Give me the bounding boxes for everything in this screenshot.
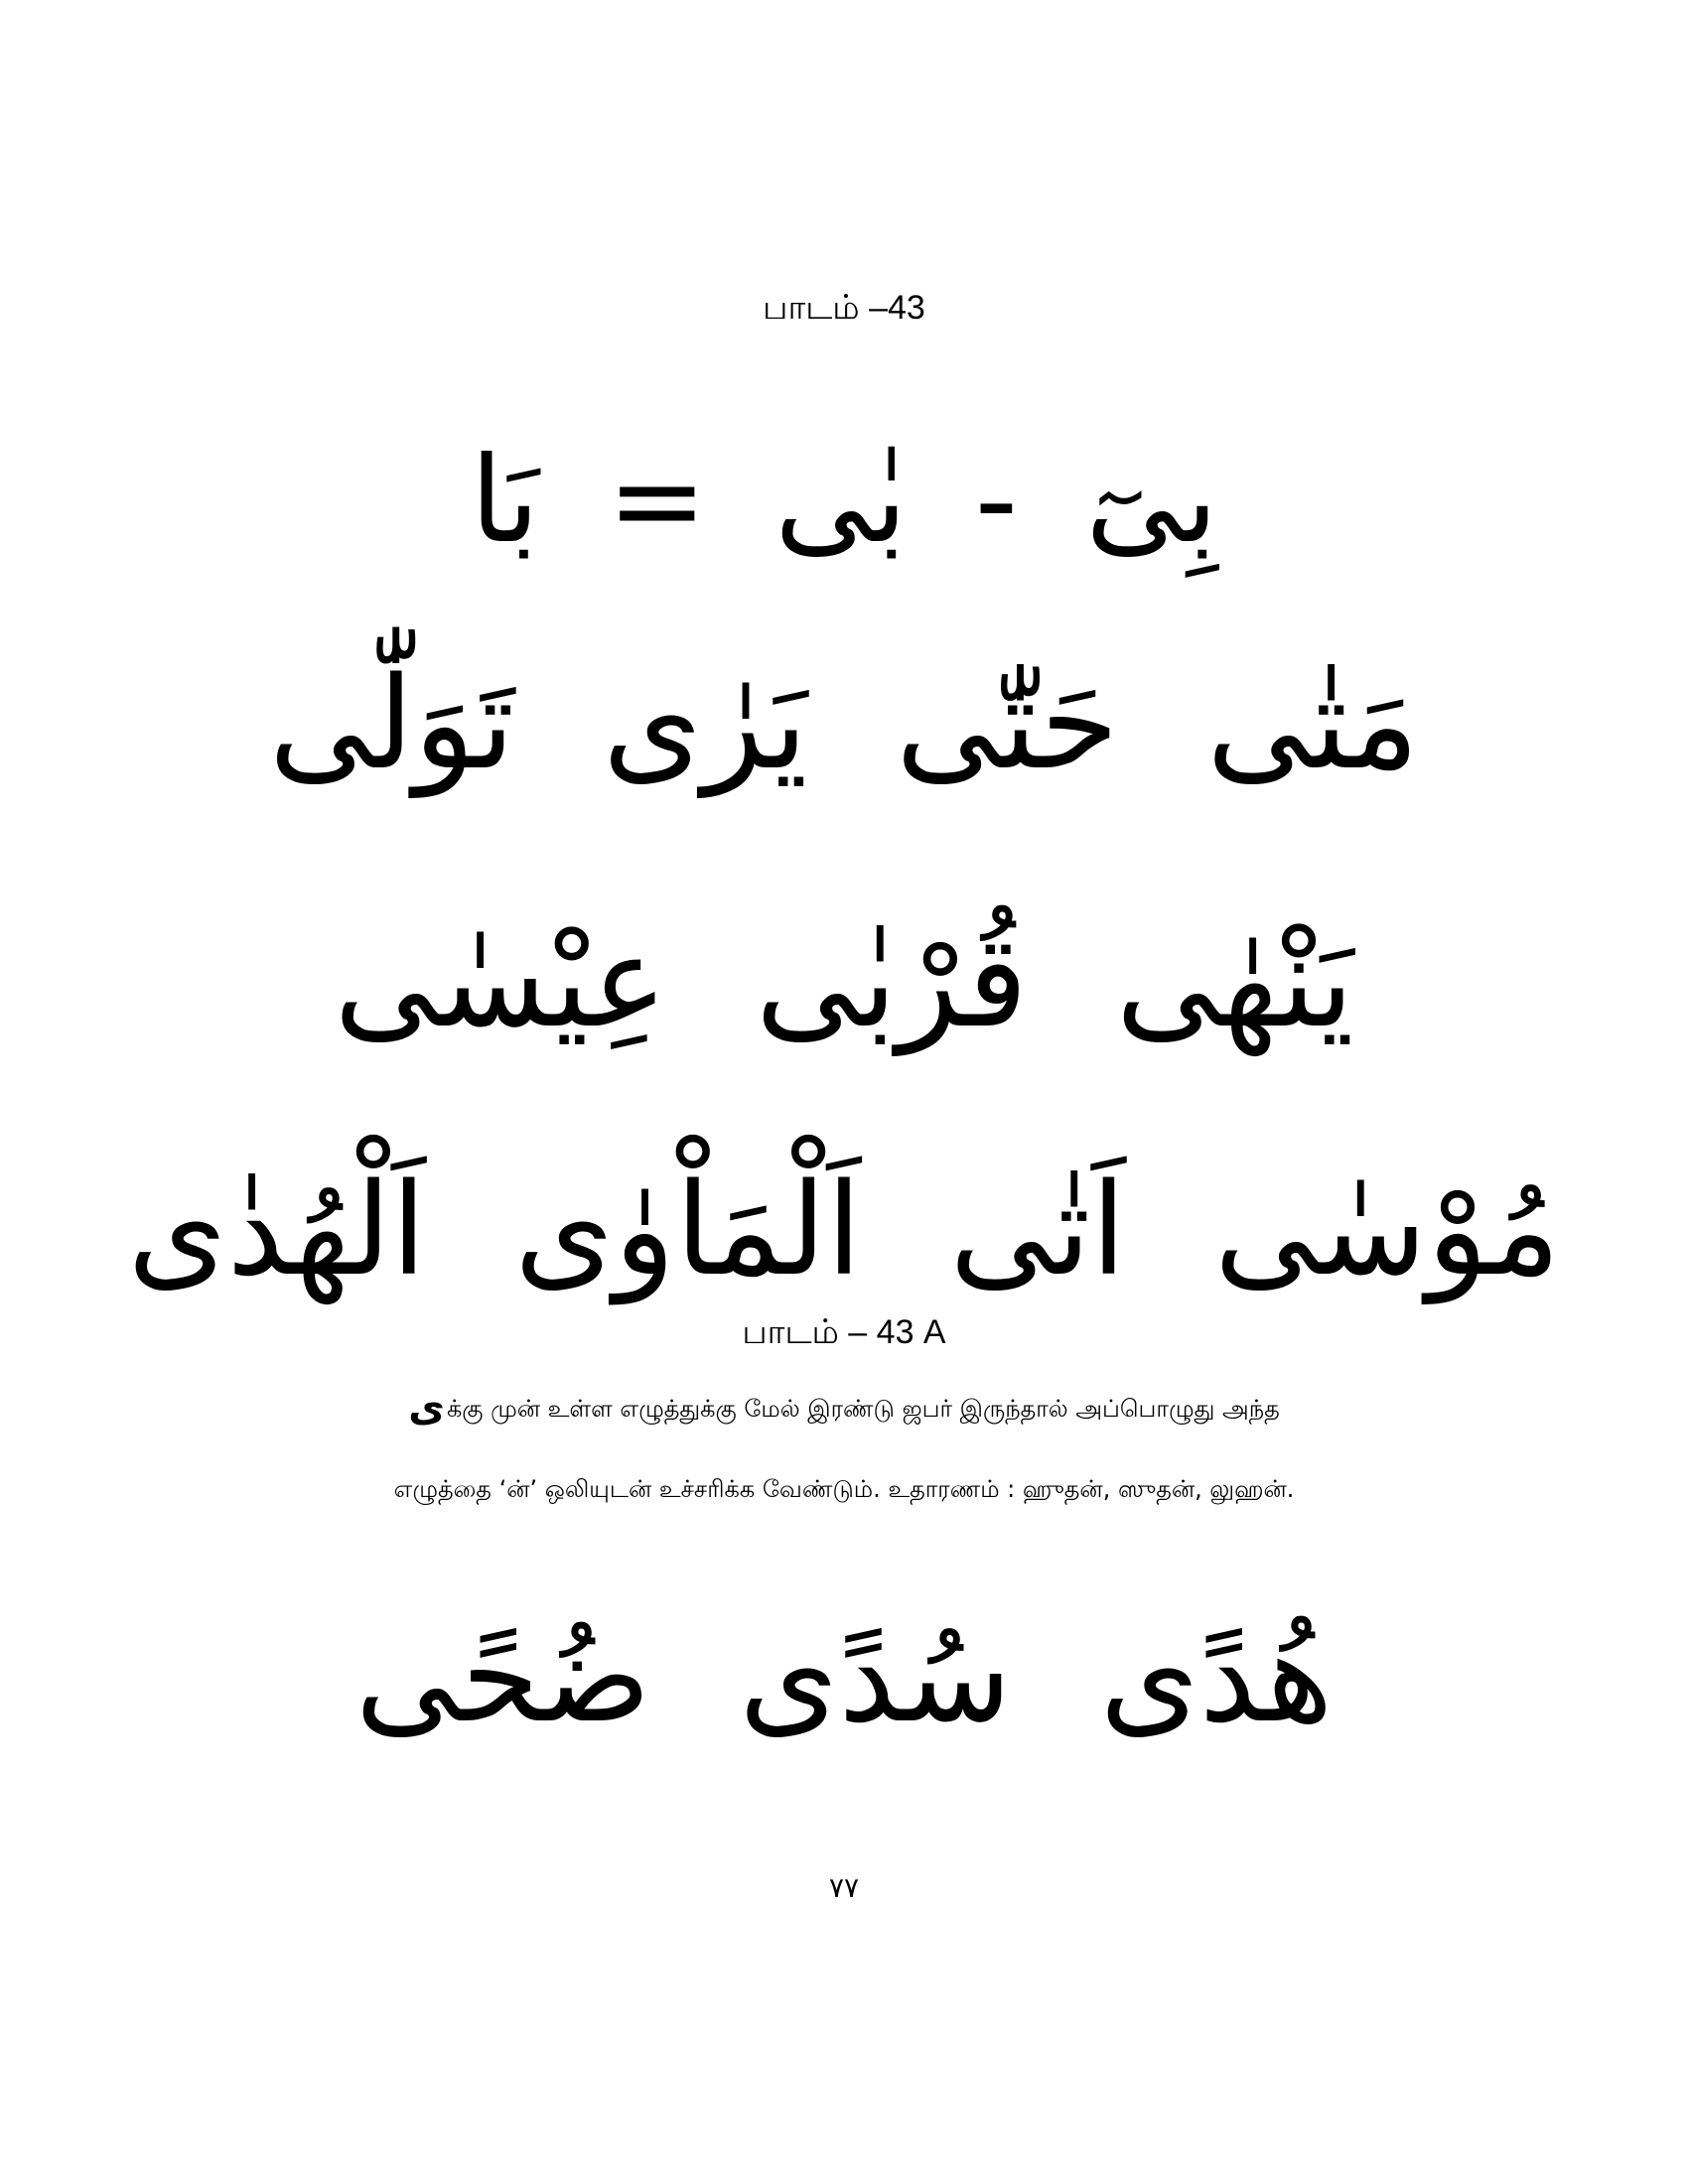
arabic-word: هُدًی: [1099, 1603, 1334, 1751]
equals-symbol: =: [607, 432, 708, 570]
arabic-word: قُرْبٰی: [755, 908, 1029, 1056]
arabic-word-row-3: [0, 1142, 1688, 1320]
lesson-a-title: பாடம் – 43 A: [742, 1313, 946, 1351]
arabic-rule-row: [0, 412, 1688, 591]
arabic-word: اَتٰی: [949, 1157, 1127, 1304]
arabic-word: تَوَلّٰی: [268, 650, 515, 798]
arabic-example-row: [0, 1588, 1688, 1767]
arabic-word: مُوْسٰی: [1213, 1157, 1561, 1304]
dash-symbol: -: [974, 432, 1019, 570]
page-number: ٧٧: [828, 1871, 860, 1904]
arabic-word: سُدًی: [739, 1603, 1012, 1751]
arabic-word: بَا: [470, 432, 540, 570]
arabic-word: عِیْسٰی: [334, 908, 668, 1056]
arabic-word-row-2: [0, 893, 1688, 1072]
paragraph-text: க்கு முன் உள்ள எழுத்துக்கு மேல் இரண்டு ஜபர் இருந்தால் அப்பொழுது அந்த: [446, 1395, 1280, 1423]
lesson-title: பாடம் –43: [763, 289, 925, 327]
rule-paragraph-line-1: [0, 1385, 1688, 1431]
arabic-word: اَلْمَاْوٰی: [514, 1157, 862, 1304]
arabic-word: بِیٓ: [1085, 432, 1218, 570]
arabic-word: ضُحًی: [354, 1603, 651, 1751]
arabic-word: بٰی: [774, 432, 908, 570]
arabic-letter-ya: ی: [408, 1385, 445, 1431]
arabic-word: مَتٰی: [1206, 650, 1420, 798]
arabic-word: اَلْهُدٰی: [127, 1157, 427, 1304]
arabic-word: حَتّٰی: [896, 650, 1119, 798]
rule-paragraph-line-2: எழுத்தை ‘ன்’ ஒலியுடன் உச்சரிக்க வேண்டும். உதாரணம் : ஹுதன், ஸுதன், லுஹன்.: [393, 1475, 1295, 1503]
arabic-word-row-1: [0, 635, 1688, 814]
arabic-word: یَرٰی: [603, 650, 808, 798]
arabic-word: یَنْهٰی: [1115, 908, 1354, 1056]
